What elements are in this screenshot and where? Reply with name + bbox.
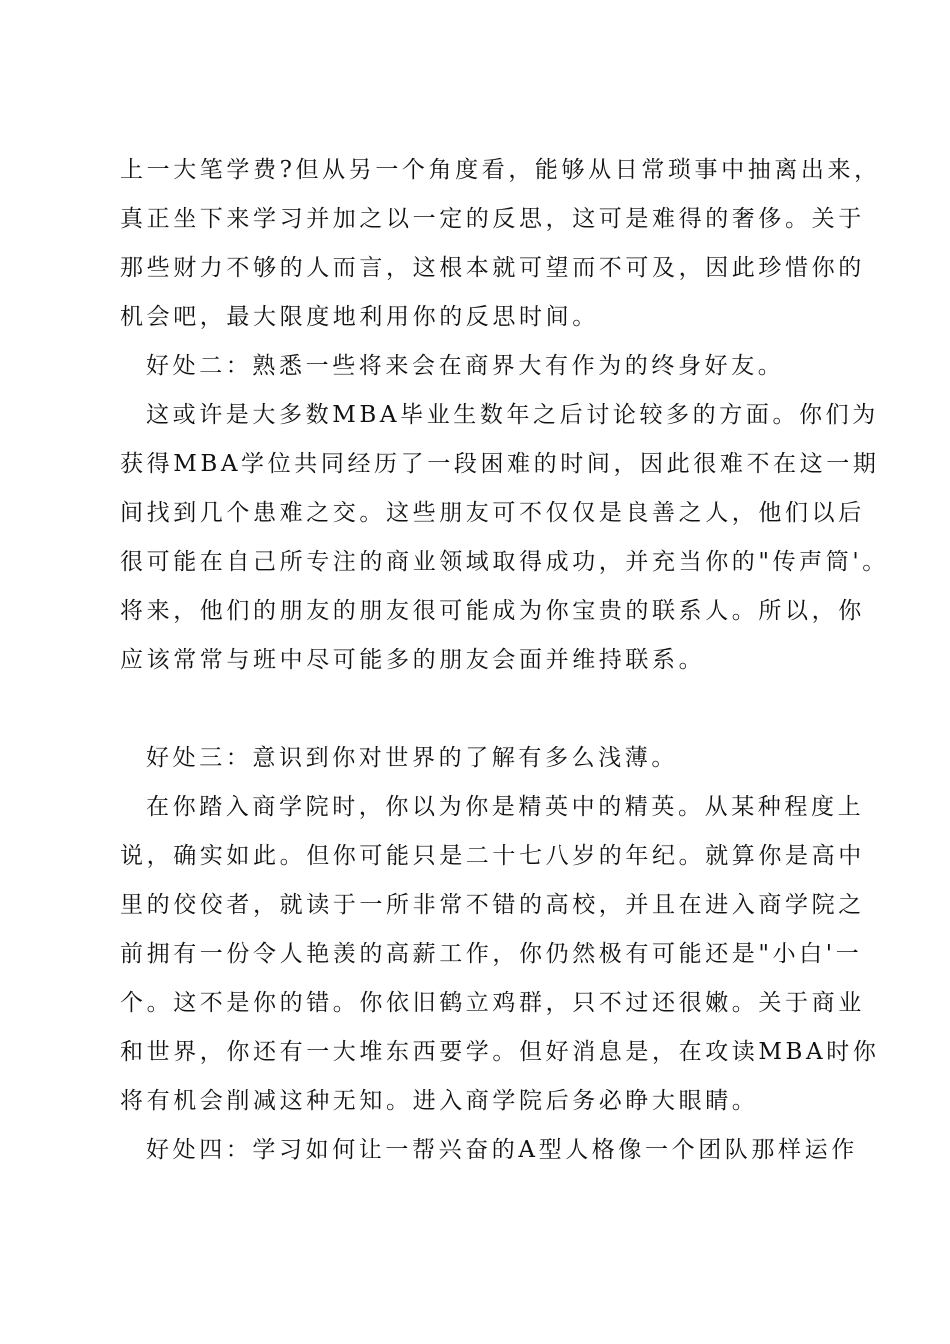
text-line: 获得MBA学位共同经历了一段困难的时间，因此很难不在这一期 (120, 451, 880, 477)
section-heading: 好处四：学习如何让一帮兴奋的A型人格像一个团队那样运作 (146, 1137, 858, 1163)
section-heading: 好处二：熟悉一些将来会在商界大有作为的终身好友。 (146, 353, 785, 379)
text-line: 说，确实如此。但你可能只是二十七八岁的年纪。就算你是高中 (120, 843, 865, 869)
text-line: 和世界，你还有一大堆东西要学。但好消息是，在攻读MBA时你 (120, 1039, 880, 1065)
text-line: 真正坐下来学习并加之以一定的反思，这可是难得的奢侈。关于 (120, 206, 865, 232)
text-line: 在你踏入商学院时，你以为你是精英中的精英。从某种程度上 (146, 794, 865, 820)
text-line: 那些财力不够的人而言，这根本就可望而不可及，因此珍惜你的 (120, 255, 865, 281)
section-heading: 好处三：意识到你对世界的了解有多么浅薄。 (146, 745, 678, 771)
text-line: 前拥有一份令人艳羡的高薪工作，你仍然极有可能还是"小白'一 (120, 941, 863, 967)
text-line: 将来，他们的朋友的朋友很可能成为你宝贵的联系人。所以，你 (120, 598, 865, 624)
text-line: 很可能在自己所专注的商业领域取得成功，并充当你的"传声筒'。 (120, 549, 889, 575)
text-line: 个。这不是你的错。你依旧鹤立鸡群，只不过还很嫩。关于商业 (120, 990, 865, 1016)
text-line: 这或许是大多数MBA毕业生数年之后讨论较多的方面。你们为 (146, 402, 879, 428)
text-line: 上一大笔学费?但从另一个角度看，能够从日常琐事中抽离出来， (120, 157, 881, 183)
text-line: 将有机会削减这种无知。进入商学院后务必睁大眼睛。 (120, 1088, 759, 1114)
text-line: 间找到几个患难之交。这些朋友可不仅仅是良善之人，他们以后 (120, 500, 865, 526)
text-line: 应该常常与班中尽可能多的朋友会面并维持联系。 (120, 647, 706, 673)
text-line: 里的佼佼者，就读于一所非常不错的高校，并且在进入商学院之 (120, 892, 865, 918)
text-line: 机会吧，最大限度地利用你的反思时间。 (120, 304, 599, 330)
